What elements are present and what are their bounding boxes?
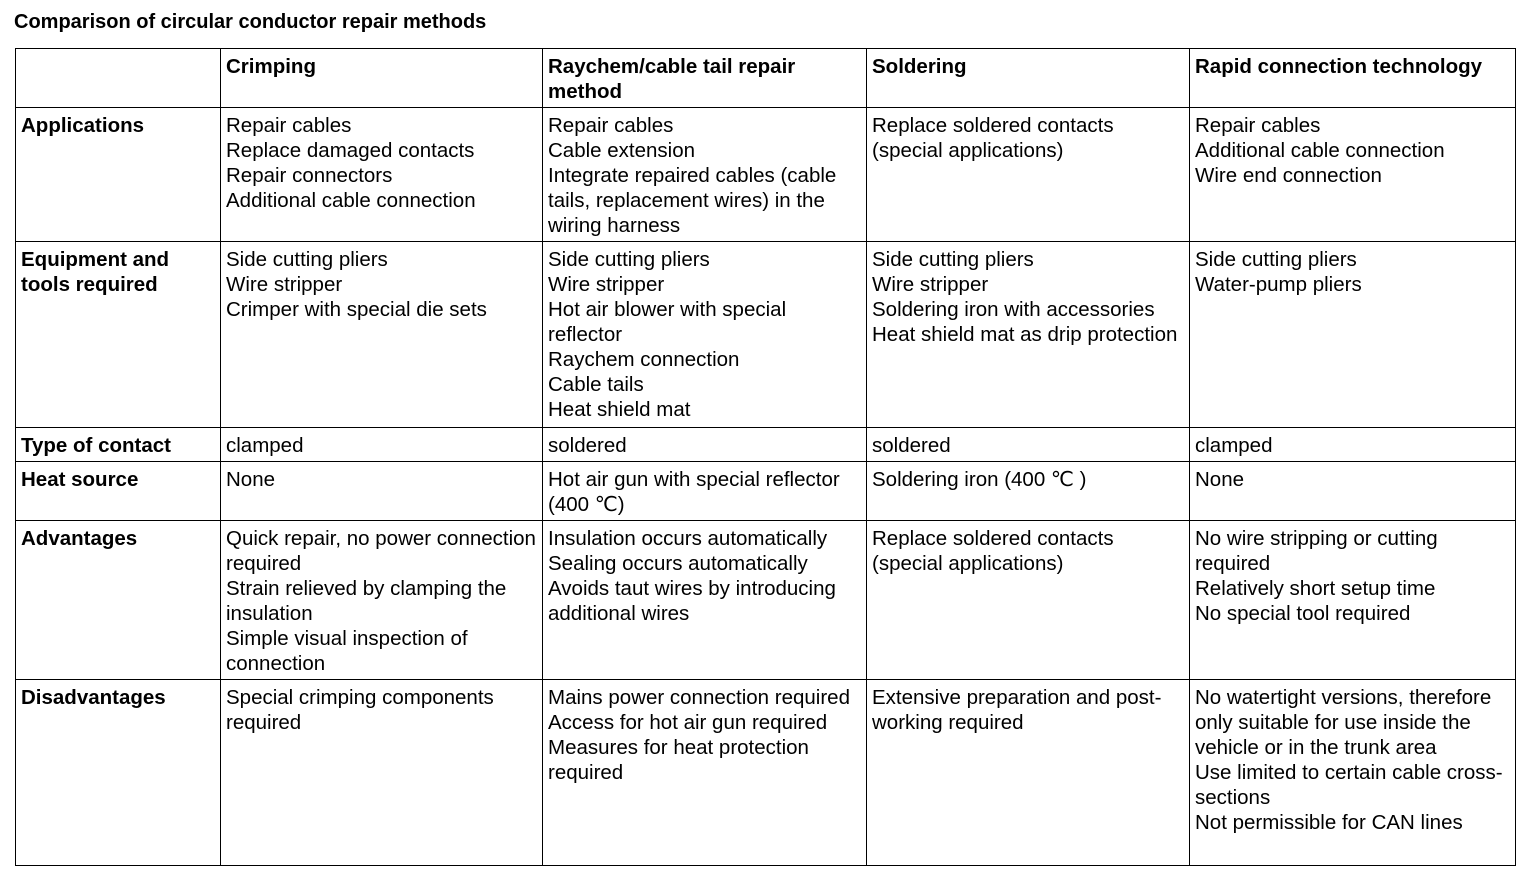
table-row-heat-source xyxy=(16,462,1516,521)
cell-line: clamped xyxy=(226,434,304,457)
cell-type-rapid-connection xyxy=(1190,428,1516,462)
page-title: Comparison of circular conductor repair methods xyxy=(14,11,487,33)
header-row xyxy=(16,49,1516,108)
cell-line: Side cutting pliers xyxy=(872,248,1034,271)
cell-line: None xyxy=(1195,468,1245,491)
cell-line: Not permissible for CAN lines xyxy=(1195,811,1463,834)
cell-line: Mains power connection required xyxy=(548,686,850,709)
cell-line: No watertight versions, therefore only suitable for use inside the vehicle or in the trunk area xyxy=(1195,686,1497,759)
cell-line: Insulation occurs automatically xyxy=(548,527,828,550)
cell-line: Wire stripper xyxy=(548,273,665,296)
cell-line: Wire stripper xyxy=(226,273,343,296)
header-cell-crimping: Crimping xyxy=(221,49,543,108)
cell-line: Repair connectors xyxy=(226,164,393,187)
cell-line: Avoids taut wires by introducing additional wires xyxy=(548,577,842,625)
cell-line: Sealing occurs automatically xyxy=(548,552,808,575)
cell-applications-crimping xyxy=(221,108,543,242)
cell-equipment-raychem xyxy=(543,242,867,428)
cell-disadvantages-crimping xyxy=(221,680,543,866)
cell-line: Replace soldered contacts (special applications) xyxy=(872,114,1120,162)
cell-line: Heat shield mat xyxy=(548,398,691,421)
cell-line: Repair cables xyxy=(1195,114,1321,137)
cell-line: Wire stripper xyxy=(872,273,989,296)
cell-line: Crimper with special die sets xyxy=(226,298,487,321)
cell-line: Relatively short setup time xyxy=(1195,577,1436,600)
cell-line: Repair cables xyxy=(226,114,352,137)
cell-equipment-crimping xyxy=(221,242,543,428)
cell-disadvantages-soldering xyxy=(867,680,1190,866)
table-row-disadvantages xyxy=(16,680,1516,866)
cell-line: Cable extension xyxy=(548,139,696,162)
cell-line: Repair cables xyxy=(548,114,674,137)
cell-line: Replace damaged contacts xyxy=(226,139,475,162)
cell-line: Use limited to certain cable cross-sections xyxy=(1195,761,1503,809)
header-cell-raychem: Raychem/cable tail repair method xyxy=(543,49,867,108)
cell-line: Raychem connection xyxy=(548,348,740,371)
cell-line: Integrate repaired cables (cable tails, replacement wires) in the wiring harness xyxy=(548,164,843,237)
cell-line: Access for hot air gun required xyxy=(548,711,828,734)
cell-applications-raychem xyxy=(543,108,867,242)
header-cell-rapid-connection: Rapid connection technology xyxy=(1190,49,1516,108)
row-label-heat-source: Heat source xyxy=(16,462,221,521)
cell-disadvantages-rapid-connection xyxy=(1190,680,1516,866)
cell-line: Side cutting pliers xyxy=(1195,248,1357,271)
cell-line: Cable tails xyxy=(548,373,644,396)
cell-heat-crimping xyxy=(221,462,543,521)
cell-equipment-rapid-connection xyxy=(1190,242,1516,428)
cell-equipment-soldering xyxy=(867,242,1190,428)
row-label-type-of-contact: Type of contact xyxy=(16,428,221,462)
cell-line: Extensive preparation and post-working required xyxy=(872,686,1162,734)
cell-line: Soldering iron (400 ℃ ) xyxy=(872,468,1087,491)
cell-type-soldering xyxy=(867,428,1190,462)
cell-line: Hot air blower with special reflector xyxy=(548,298,792,346)
cell-line: Special crimping components required xyxy=(226,686,500,734)
cell-heat-soldering xyxy=(867,462,1190,521)
cell-line: Measures for heat protection required xyxy=(548,736,815,784)
cell-heat-rapid-connection xyxy=(1190,462,1516,521)
comparison-table xyxy=(15,48,1516,866)
cell-line: Replace soldered contacts (special applications) xyxy=(872,527,1120,575)
cell-line: Hot air gun with special reflector (400 ℃) xyxy=(548,468,846,516)
header-cell-soldering: Soldering xyxy=(867,49,1190,108)
cell-line: Side cutting pliers xyxy=(226,248,388,271)
cell-advantages-soldering xyxy=(867,521,1190,680)
cell-line: None xyxy=(226,468,276,491)
cell-line: Side cutting pliers xyxy=(548,248,710,271)
table-row-type-of-contact xyxy=(16,428,1516,462)
cell-line: Quick repair, no power connection required xyxy=(226,527,542,575)
cell-line: Soldering iron with accessories xyxy=(872,298,1155,321)
row-label-equipment: Equipment and tools required xyxy=(16,242,221,428)
table-row-equipment xyxy=(16,242,1516,428)
cell-advantages-crimping xyxy=(221,521,543,680)
cell-line: Heat shield mat as drip protection xyxy=(872,323,1178,346)
cell-line: clamped xyxy=(1195,434,1273,457)
cell-line: Additional cable connection xyxy=(226,189,476,212)
cell-line: Strain relieved by clamping the insulation xyxy=(226,577,513,625)
cell-advantages-rapid-connection xyxy=(1190,521,1516,680)
cell-line: soldered xyxy=(872,434,951,457)
cell-type-crimping xyxy=(221,428,543,462)
cell-heat-raychem xyxy=(543,462,867,521)
cell-line: soldered xyxy=(548,434,627,457)
cell-applications-rapid-connection xyxy=(1190,108,1516,242)
table-row-advantages xyxy=(16,521,1516,680)
row-label-applications: Applications xyxy=(16,108,221,242)
cell-type-raychem xyxy=(543,428,867,462)
row-label-disadvantages: Disadvantages xyxy=(16,680,221,866)
cell-applications-soldering xyxy=(867,108,1190,242)
cell-line: Water-pump pliers xyxy=(1195,273,1362,296)
header-cell-empty xyxy=(16,49,221,108)
cell-line: Additional cable connection xyxy=(1195,139,1445,162)
cell-line: Simple visual inspection of connection xyxy=(226,627,474,675)
cell-advantages-raychem xyxy=(543,521,867,680)
row-label-advantages: Advantages xyxy=(16,521,221,680)
cell-line: No special tool required xyxy=(1195,602,1411,625)
cell-disadvantages-raychem xyxy=(543,680,867,866)
cell-line: Wire end connection xyxy=(1195,164,1382,187)
cell-line: No wire stripping or cutting required xyxy=(1195,527,1444,575)
table-row-applications xyxy=(16,108,1516,242)
